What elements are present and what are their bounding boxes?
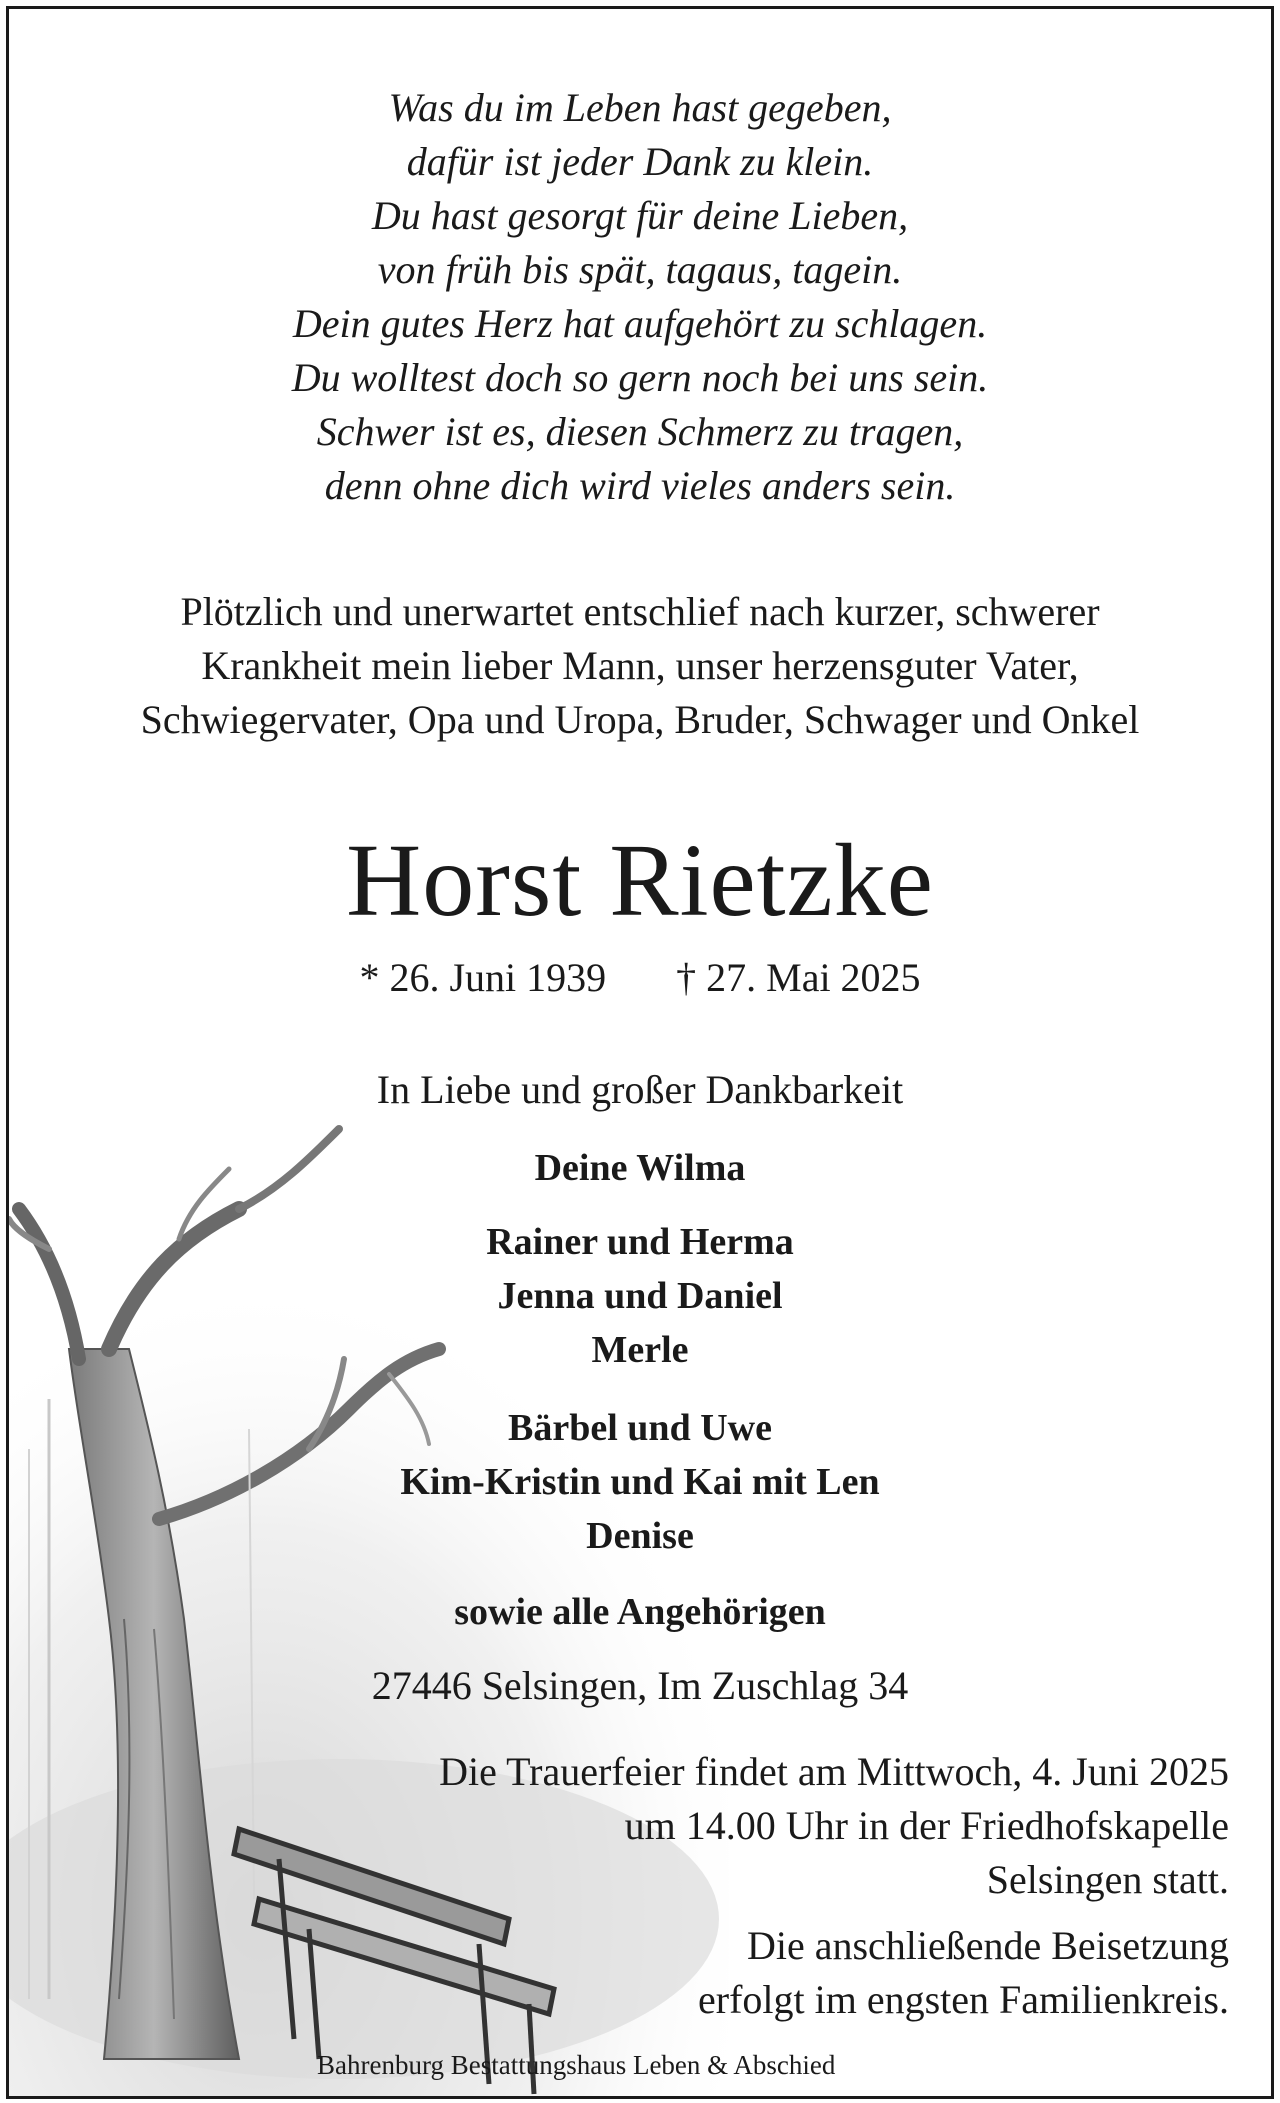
burial-line: Die anschließende Beisetzung [746, 1923, 1229, 1968]
mourner-name: Deine Wilma [534, 1147, 746, 1189]
mourner-group [9, 1401, 1271, 1563]
mourner-name: Jenna und Daniel [497, 1275, 783, 1317]
poem-line: denn ohne dich wird vieles anders sein. [324, 463, 956, 508]
mourner-group [9, 1141, 1271, 1195]
burial-notice [698, 1919, 1229, 2027]
poem-line: Du wolltest doch so gern noch bei uns sein. [291, 355, 989, 400]
poem-line: Was du im Leben hast gegeben, [388, 85, 892, 130]
announcement-line: Krankheit mein lieber Mann, unser herzensguter Vater, [201, 643, 1079, 688]
mourner-name: Kim-Kristin und Kai mit Len [400, 1461, 880, 1503]
birth-date: * 26. Juni 1939 [359, 955, 607, 1000]
mourner-name: Denise [586, 1515, 694, 1557]
deceased-name: Horst Rietzke [346, 823, 934, 938]
mourner-name: Merle [591, 1329, 689, 1371]
undertaker-credit: Bahrenburg Bestattungshaus Leben & Abschied [317, 2050, 836, 2080]
funeral-notice [439, 1745, 1229, 1907]
mourner-name: sowie alle Angehörigen [454, 1591, 826, 1633]
mourner-group [9, 1215, 1271, 1377]
burial-line: erfolgt im engsten Familienkreis. [698, 1977, 1229, 2022]
poem-line: Du hast gesorgt für deine Lieben, [371, 193, 909, 238]
memorial-poem [9, 81, 1271, 513]
life-dates [9, 953, 1271, 1003]
announcement-line: Plötzlich und unerwartet entschlief nach kurzer, schwerer [180, 589, 1100, 634]
family-address: 27446 Selsingen, Im Zuschlag 34 [371, 1663, 909, 1708]
funeral-line: Die Trauerfeier findet am Mittwoch, 4. Juni 2025 [439, 1749, 1229, 1794]
mourner-name: Rainer und Herma [486, 1221, 794, 1263]
mourner-group [9, 1585, 1271, 1639]
obituary-frame [6, 6, 1274, 2099]
death-announcement [9, 585, 1271, 747]
poem-line: Dein gutes Herz hat aufgehört zu schlagen. [292, 301, 988, 346]
love-line: In Liebe und großer Dankbarkeit [376, 1067, 904, 1112]
poem-line: Schwer ist es, diesen Schmerz zu tragen, [316, 409, 964, 454]
death-date: † 27. Mai 2025 [676, 955, 921, 1000]
poem-line: von früh bis spät, tagaus, tagein. [377, 247, 903, 292]
funeral-line: Selsingen statt. [986, 1857, 1229, 1902]
poem-line: dafür ist jeder Dank zu klein. [406, 139, 874, 184]
funeral-line: um 14.00 Uhr in der Friedhofskapelle [624, 1803, 1229, 1848]
announcement-line: Schwiegervater, Opa und Uropa, Bruder, Schwager und Onkel [140, 697, 1140, 742]
mourner-name: Bärbel und Uwe [508, 1407, 772, 1449]
